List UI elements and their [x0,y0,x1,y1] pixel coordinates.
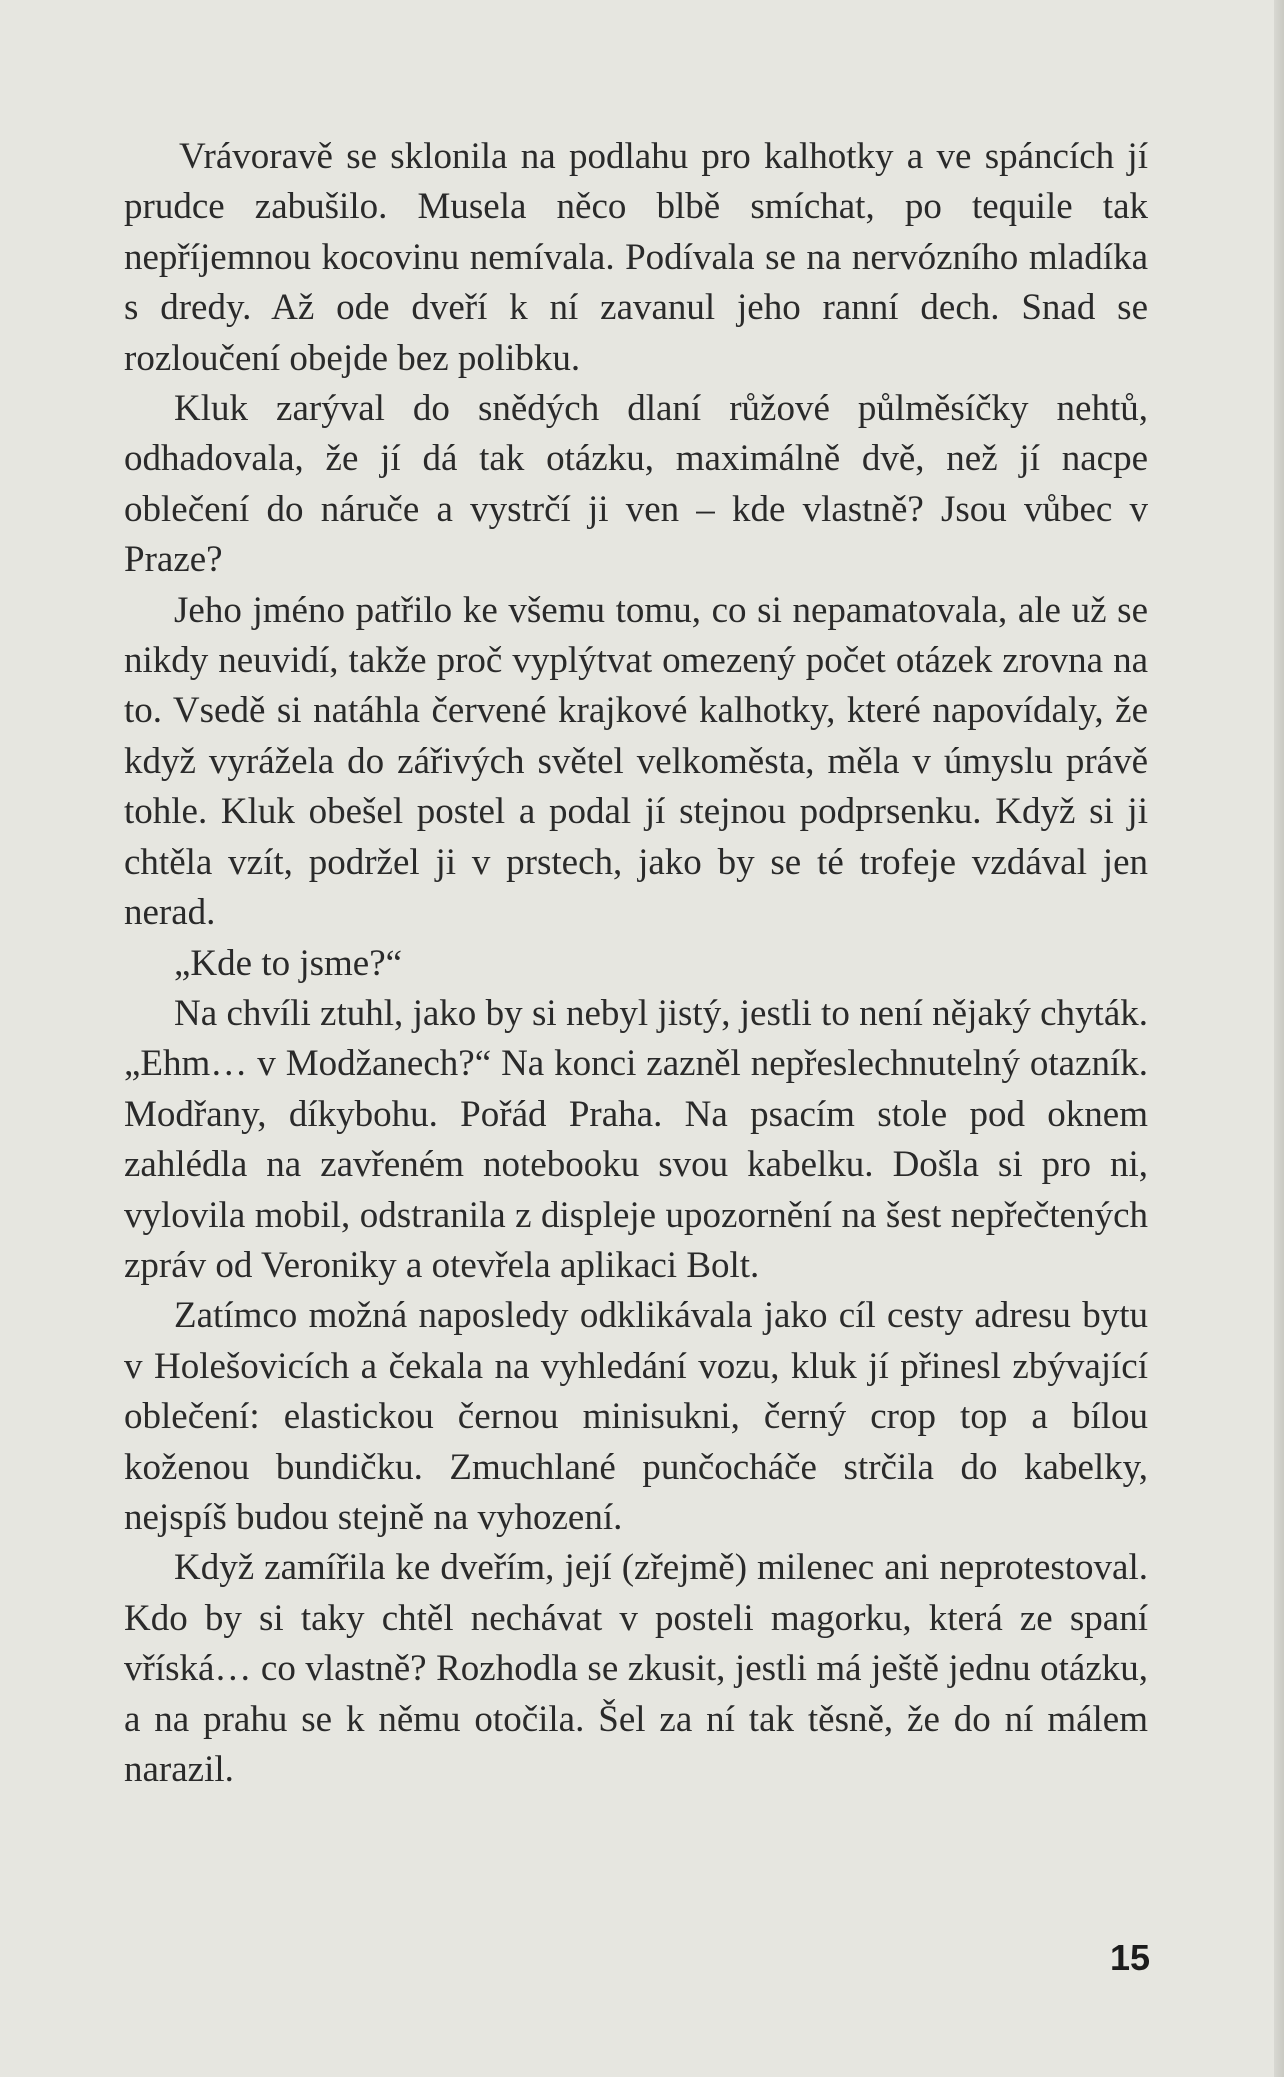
paragraph-6: Zatímco možná naposledy odklikávala jako cíl cesty adresu bytu v Holešovicích a čekala na vyhledání vozu, kluk jí přinesl zbývající oblečení: elastickou černou minisukni, černý crop top a bílou koženou bundičku. Zmuchlané punčocháče strčila do kabelky, nejspíš budou stejně na vyhození. [124,1295,1148,1538]
paragraph-2: Kluk zarýval do snědých dlaní růžové půlměsíčky nehtů, odhadovala, že jí dá tak otázku, maximálně dvě, než jí nacpe oblečení do náruče a vystrčí ji ven – kde vlastně? Jsou vůbec v Praze? [124,388,1148,581]
paragraph-3: Jeho jméno patřilo ke všemu tomu, co si nepamatovala, ale už se nikdy neuvidí, takže proč vyplýtvat omezený počet otázek zrovna na to. Vsedě si natáhla červené krajkové kalhotky, které napovídaly, že když vyrážela do zářivých světel velkoměsta, měla v úmyslu právě tohle. Kluk obešel postel a podal jí stejnou podprsenku. Když si ji chtěla vzít, podržel ji v prstech, jako by se té trofeje vzdával jen nerad. [124,589,1148,934]
paragraph-5: Na chvíli ztuhl, jako by si nebyl jistý, jestli to není nějaký chyták. „Ehm… v Modžanech?“ Na konci zazněl nepřeslechnutelný otazník. Modřany, díkybohu. Pořád Praha. Na psacím stole pod oknem zahlédla na zavřeném notebooku svou kabelku. Došla si pro ni, vylovila mobil, odstranila z displeje upozornění na šest nepřečtených zpráv od Veroniky a otevřela aplikaci Bolt. [124,992,1148,1286]
paragraph-1: Vrávoravě se sklonila na podlahu pro kalhotky a ve spáncích jí prudce zabušilo. Musela něco blbě smíchat, po tequile tak nepříjemnou kocovinu nemívala. Podívala se na nervózního mladíka s dredy. Až ode dveří k ní zavanul jeho ranní dech. Snad se rozloučení obejde bez polibku. [124,136,1148,379]
page-number: 15 [1109,1937,1150,1978]
body-text [124,132,1148,1795]
paragraph-4: „Kde to jsme?“ [174,942,403,984]
paragraph-7: Když zamířila ke dveřím, její (zřejmě) milenec ani neprotestoval. Kdo by si taky chtěl nechávat v posteli magorku, která ze spaní vříská… co vlastně? Rozhodla se zkusit, jestli má ještě jednu otázku, a na prahu se k němu otočila. Šel za ní tak těsně, že do ní málem narazil. [124,1547,1148,1790]
page-edge-shadow [1274,0,1284,2077]
